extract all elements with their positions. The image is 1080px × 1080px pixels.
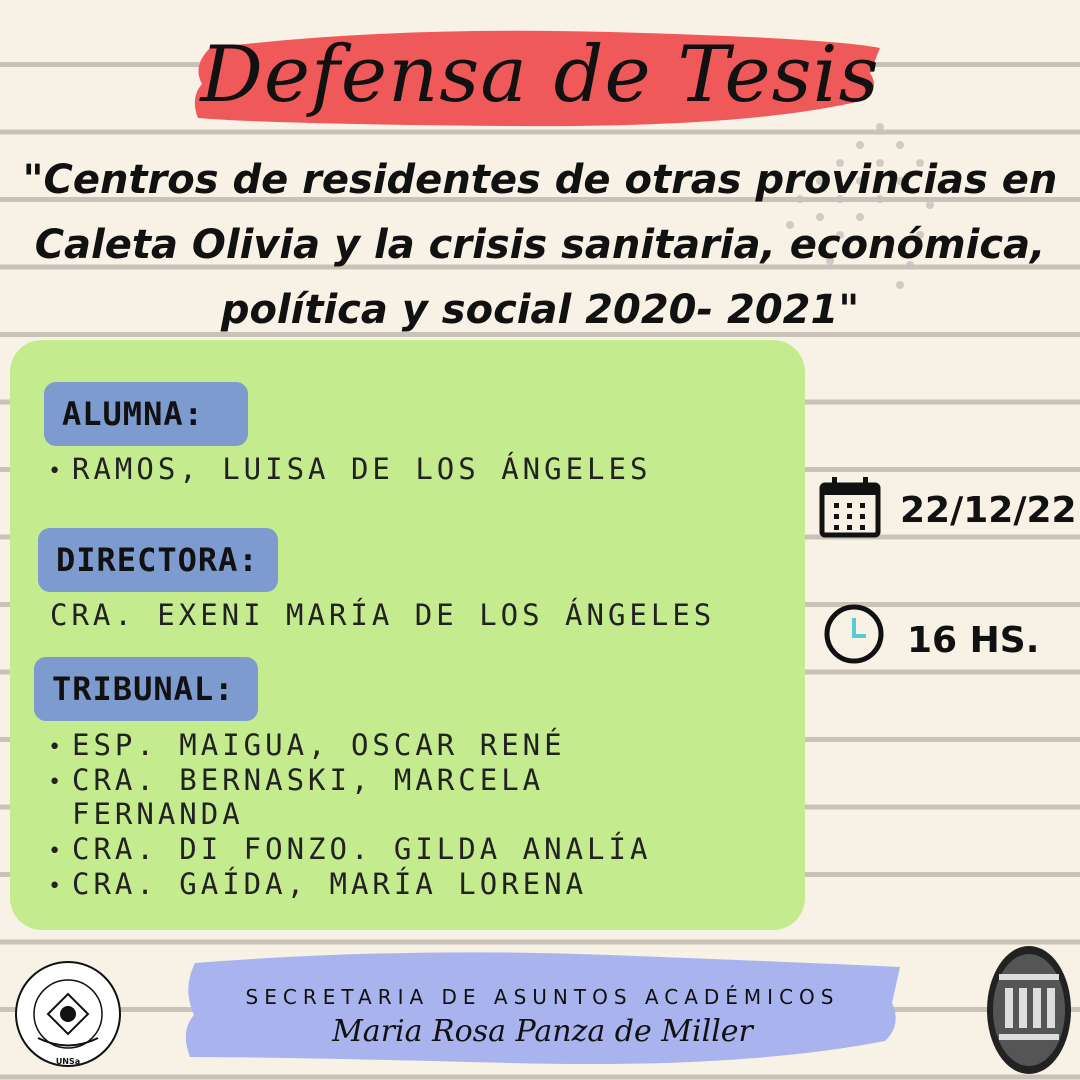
event-date: 22/12/22 xyxy=(900,490,1077,531)
bullet-icon: • xyxy=(48,838,66,864)
page-title: Defensa de Tesis xyxy=(200,30,880,120)
faculty-logo xyxy=(8,958,128,1070)
tribunal-member xyxy=(48,763,544,800)
thesis-title: "Centros de residentes de otras provincias en Caleta Olivia y la crisis sanitaria, económica, política y social 2020- 2021" xyxy=(22,157,1058,333)
tribunal-member-name: CRA. BERNASKI, MARCELA xyxy=(72,763,545,797)
secretaria-label: SECRETARIA DE ASUNTOS ACADÉMICOS xyxy=(245,985,840,1009)
tribunal-member xyxy=(48,867,587,904)
bullet-icon: • xyxy=(48,769,66,795)
directora-name: CRA. EXENI MARÍA DE LOS ÁNGELES xyxy=(50,598,716,632)
tribunal-member xyxy=(48,728,566,765)
tribunal-member-name: CRA. GAÍDA, MARÍA LORENA xyxy=(72,867,588,901)
calendar-icon xyxy=(818,475,882,539)
alumna-name: RAMOS, LUISA DE LOS ÁNGELES xyxy=(72,452,652,486)
alumna-item xyxy=(48,452,651,489)
bullet-icon: • xyxy=(48,458,66,484)
faculty-logo-short: UNSa xyxy=(55,1057,81,1066)
tribunal-member xyxy=(48,832,651,869)
bullet-icon: • xyxy=(48,873,66,899)
event-time: 16 HS. xyxy=(907,620,1040,661)
clock-icon xyxy=(822,602,886,666)
bullet-icon: • xyxy=(48,734,66,760)
secretaria-name: Maria Rosa Panza de Miller xyxy=(332,1014,753,1049)
tribunal-member-name: CRA. DI FONZO. GILDA ANALÍA xyxy=(72,832,652,866)
tribunal-member-name: ESP. MAIGUA, OSCAR RENÉ xyxy=(72,728,566,762)
tribunal-label: TRIBUNAL: xyxy=(34,657,258,721)
directora-label: DIRECTORA: xyxy=(38,528,278,592)
university-seal xyxy=(985,944,1073,1076)
tribunal-member-continuation: FERNANDA xyxy=(72,797,244,831)
alumna-label: ALUMNA: xyxy=(44,382,248,446)
